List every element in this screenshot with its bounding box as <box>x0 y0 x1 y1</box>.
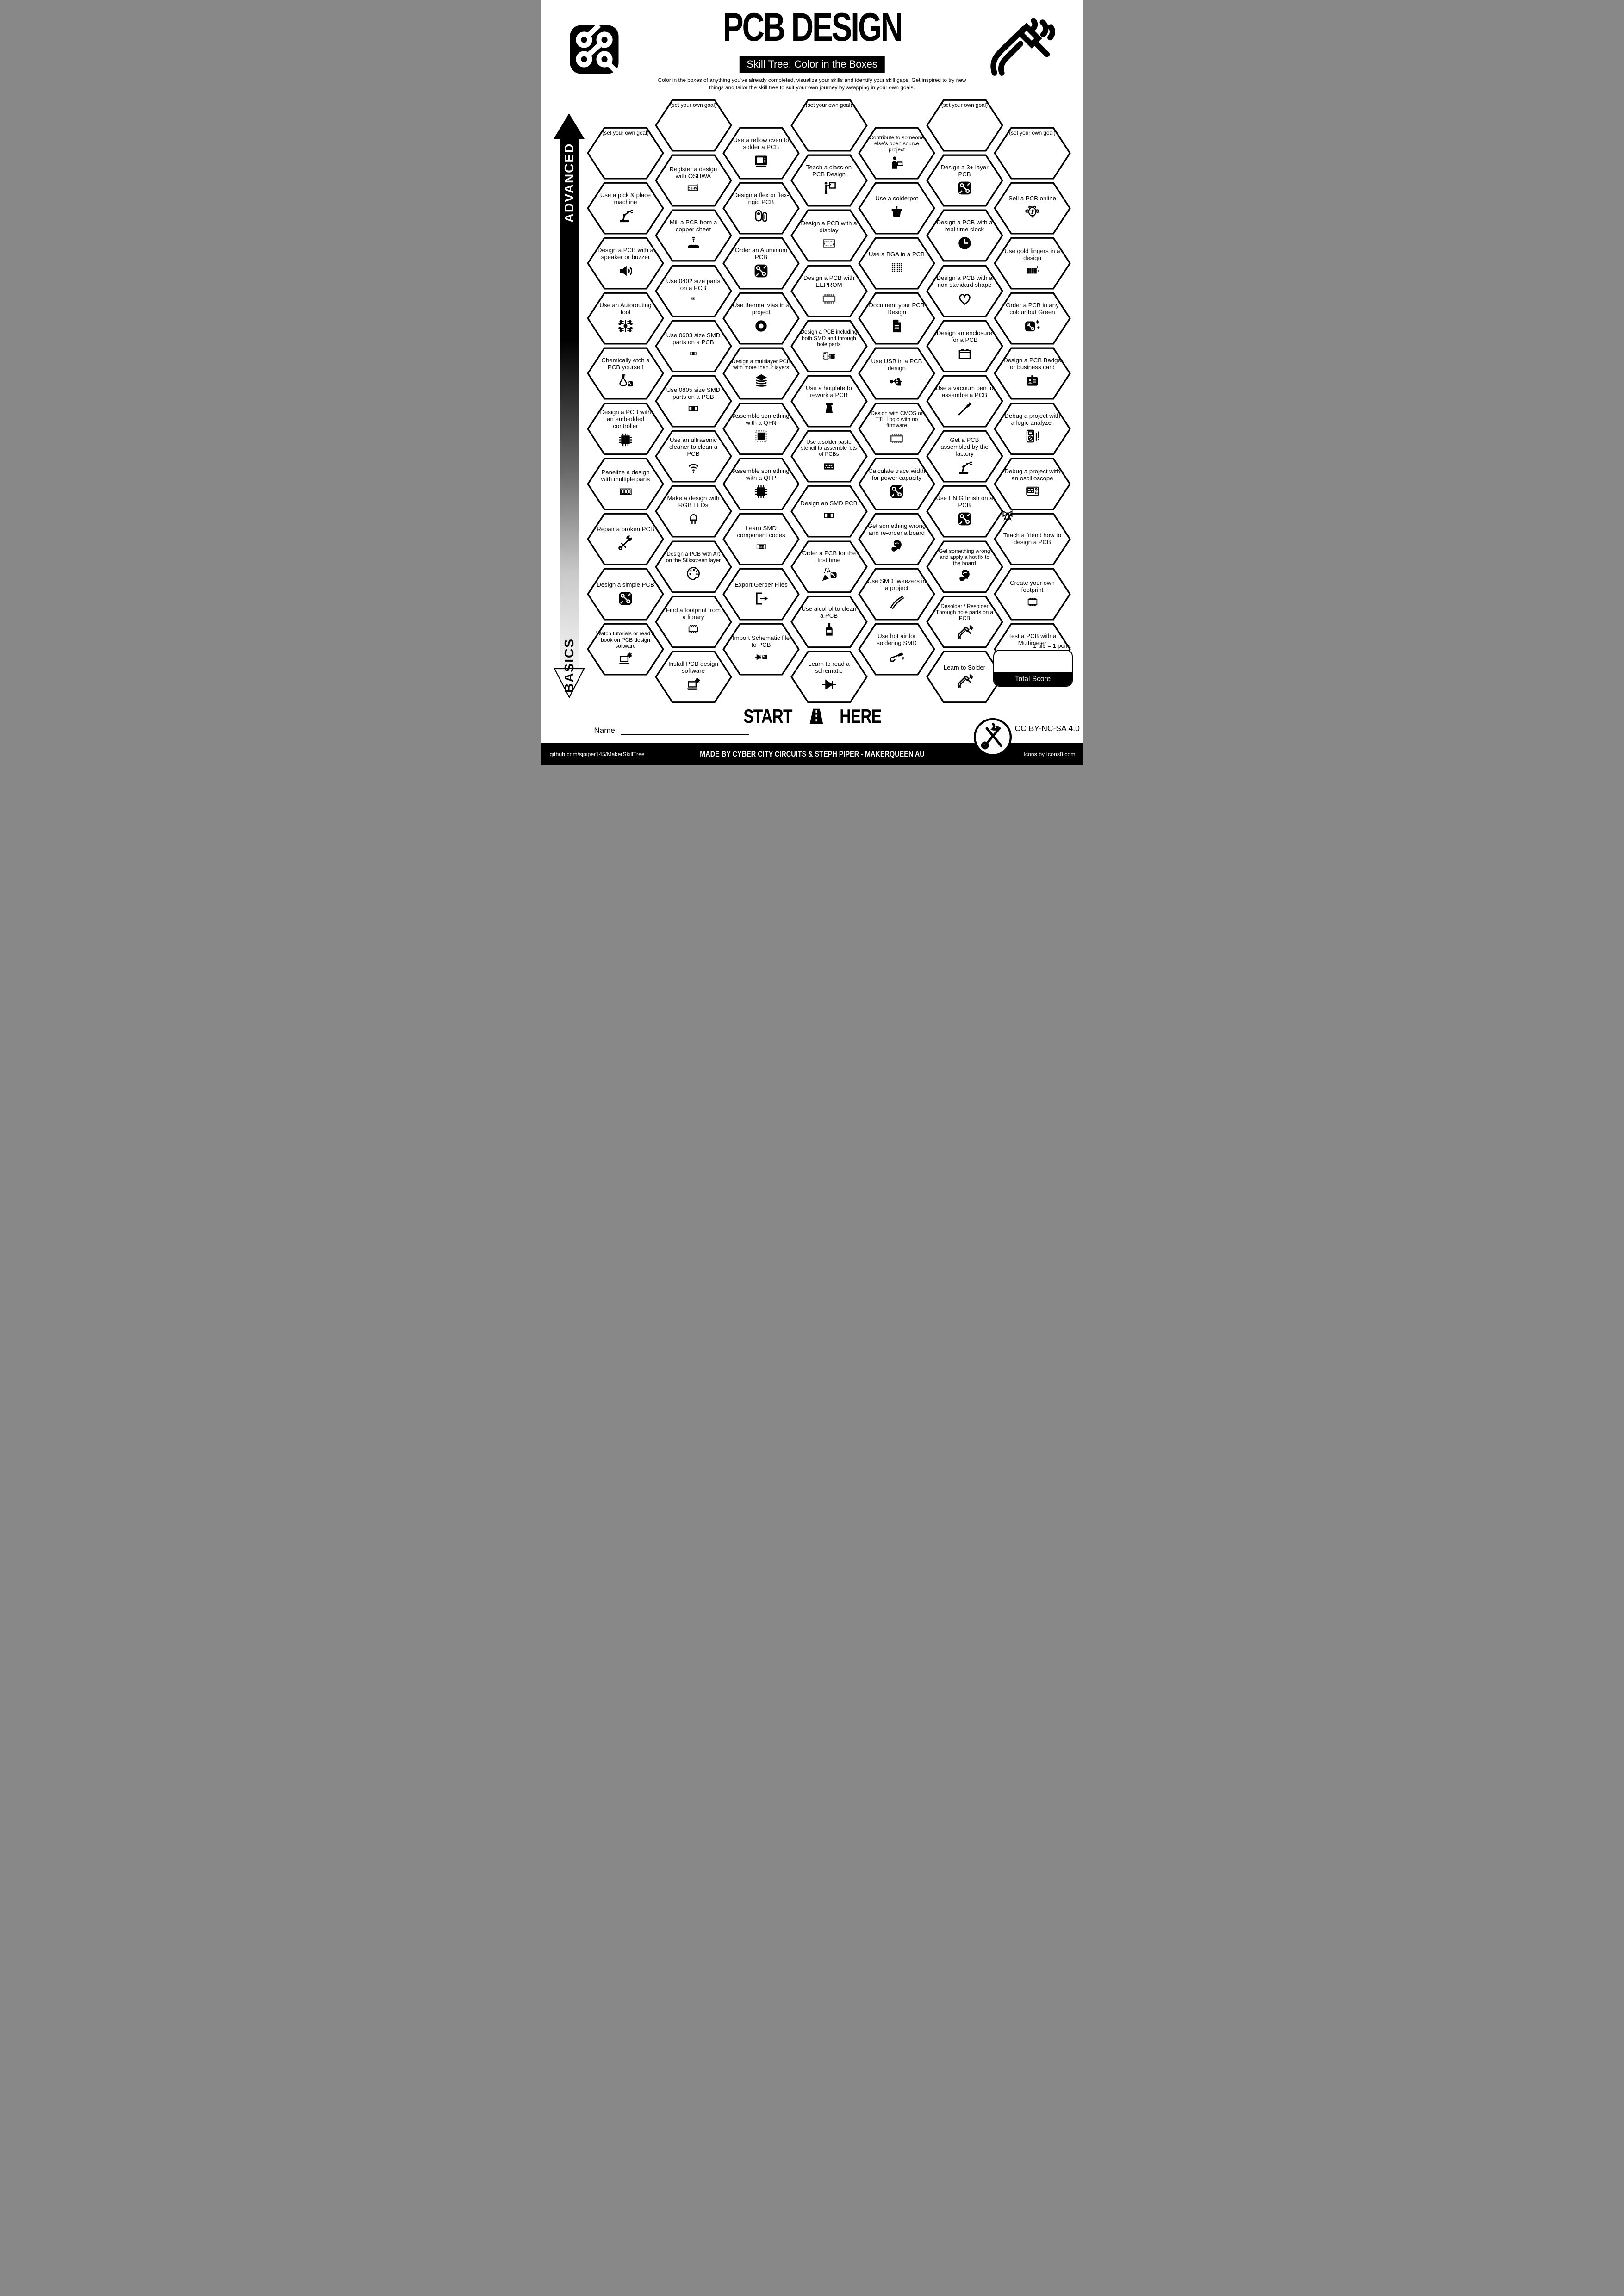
hex-label: Mill a PCB from a copper sheet <box>669 219 717 233</box>
gold-fingers-icon <box>1021 263 1044 278</box>
hex-order-a-pcb-for-the-first-time[interactable] <box>790 540 868 593</box>
smd-0402-icon <box>685 293 701 304</box>
flex-pcb-icon <box>753 207 770 224</box>
hex-label: Make a design with RGB LEDs <box>667 495 720 509</box>
hex-design-a-pcb-with-a-non-standard-shape[interactable] <box>926 265 1003 317</box>
hex-label: Order a PCB in any colour but Green <box>1006 302 1059 316</box>
vacuum-pen-icon <box>956 400 973 417</box>
description-text: Color in the boxes of anything you've already completed, visualize your skills and identify your skill gaps. Get inspired to try new things and tailor the skill tree to suit your own journey by swapping in your own goals. <box>658 77 966 91</box>
hex-label: (set your own goal) <box>602 129 649 136</box>
hex-label: Test a PCB with a Multimeter <box>1008 633 1057 647</box>
pcb-icon <box>617 590 634 607</box>
hex-design-with-cmos-or-ttl-logic-with-no-fi[interactable] <box>858 403 935 455</box>
led-icon <box>685 510 702 527</box>
hex-design-a-pcb-with-a-display[interactable] <box>790 209 868 262</box>
hex-label: Sell a PCB online <box>1008 195 1056 202</box>
hex-contribute-to-someone-else-s-open-source[interactable] <box>858 127 935 180</box>
hex-set-your-own-goal[interactable] <box>655 99 732 152</box>
basics-axis-label: BASICS <box>561 638 576 693</box>
flask-pcb-icon <box>617 372 634 390</box>
hex-label: Use a pick & place machine <box>600 191 651 205</box>
display-icon <box>818 236 840 251</box>
hex-design-a-simple-pcb[interactable] <box>587 568 664 621</box>
hex-use-gold-fingers-in-a-design[interactable] <box>994 237 1071 290</box>
hex-mill-a-pcb-from-a-copper-sheet[interactable] <box>655 209 732 262</box>
laptop-gear-icon <box>617 651 634 668</box>
robot-arm-icon <box>617 207 634 224</box>
hex-label: Use a hotplate to rework a PCB <box>806 385 852 398</box>
smd-code-icon <box>749 540 773 553</box>
hex-use-0805-size-smd-parts-on-a-pcb[interactable] <box>655 375 732 428</box>
hex-label: Chemically etch a PCB yourself <box>601 357 650 371</box>
hex-design-a-multilayer-pcb-with-more-than-2[interactable] <box>722 347 800 400</box>
hex-label: Learn SMD component codes <box>737 524 785 539</box>
hex-register-a-design-with-oshwa[interactable] <box>655 154 732 207</box>
hex-label: Order a PCB for the first time <box>802 550 856 564</box>
total-score-label: Total Score <box>994 672 1072 686</box>
hex-label: Install PCB design software <box>668 660 718 674</box>
hex-label: (set your own goal) <box>941 102 988 108</box>
enclosure-icon <box>956 345 973 362</box>
hex-label: Register a design with OSHWA <box>669 165 717 180</box>
tile-point-note: 1 tile = 1 point <box>1033 642 1071 649</box>
bga-icon <box>889 260 905 275</box>
hex-label: Get a PCB assembled by the factory <box>940 436 989 457</box>
soldering-iron-icon <box>956 672 973 689</box>
hex-label: Use a vacuum pen to assemble a PCB <box>935 385 994 398</box>
hex-label: Design a PCB with a speaker or buzzer <box>597 246 653 261</box>
oscilloscope-icon <box>1021 484 1044 499</box>
export-icon <box>753 590 770 607</box>
hex-use-0402-size-parts-on-a-pcb[interactable] <box>655 265 732 317</box>
hex-label: Use gold fingers in a design <box>1004 248 1060 262</box>
hex-use-a-bga-in-a-pcb[interactable] <box>858 237 935 290</box>
hot-air-icon <box>888 648 905 665</box>
hex-install-pcb-design-software[interactable] <box>655 651 732 703</box>
hex-label: (set your own goal) <box>1009 129 1056 136</box>
hex-label: Import Schematic file to PCB <box>732 634 790 648</box>
autoroute-icon <box>617 317 634 335</box>
hex-design-a-pcb-with-a-real-time-clock[interactable] <box>926 209 1003 262</box>
hex-label: Design a 3+ layer PCB <box>940 164 989 178</box>
advanced-axis-label: ADVANCED <box>561 143 576 223</box>
hex-label: Design a PCB with Art on the Silkscreen layer <box>666 551 721 564</box>
chip-icon <box>617 431 634 448</box>
tweezers-icon <box>888 593 905 610</box>
footer-icons-credit[interactable]: Icons by Icons8.com <box>1023 751 1076 757</box>
hex-chemically-etch-a-pcb-yourself[interactable] <box>587 347 664 400</box>
hex-label: Repair a broken PCB <box>597 526 654 533</box>
hex-label: Design an SMD PCB <box>800 500 858 507</box>
hex-use-a-pick-place-machine[interactable] <box>587 182 664 235</box>
hex-create-your-own-footprint[interactable] <box>994 568 1071 621</box>
hex-set-your-own-goal[interactable] <box>790 99 868 152</box>
hex-label: Design with CMOS or TTL Logic with no firmware <box>871 410 923 429</box>
hex-use-a-hotplate-to-rework-a-pcb[interactable] <box>790 375 868 428</box>
total-score-field[interactable] <box>994 651 1072 672</box>
footprint-icon <box>1022 595 1043 609</box>
hex-label: Use SMD tweezers in a project <box>867 577 926 592</box>
heart-icon <box>956 290 973 307</box>
hex-label: Contribute to someone else's open source project <box>869 134 924 153</box>
hex-label: Use a BGA in a PCB <box>869 250 925 258</box>
hex-use-an-autorouting-tool[interactable] <box>587 292 664 345</box>
svg-text:331: 331 <box>758 546 764 549</box>
hex-label: Use 0402 size parts on a PCB <box>666 278 721 292</box>
hex-design-a-pcb-with-art-on-the-silkscreen-[interactable] <box>655 540 732 593</box>
hex-make-a-design-with-rgb-leds[interactable] <box>655 485 732 538</box>
hex-label: Use alcohol to clean a PCB <box>801 605 857 619</box>
hex-design-a-pcb-badge-or-business-card[interactable] <box>994 347 1071 400</box>
hex-label: Get something wrong and re-order a board <box>867 522 926 536</box>
hex-label: Document your PCB Design <box>869 302 925 316</box>
multimeter-icon <box>1024 428 1041 445</box>
usb-icon <box>887 373 907 389</box>
hex-debug-a-project-with-a-logic-analyzer[interactable] <box>994 403 1071 455</box>
facepalm-icon <box>956 568 973 585</box>
hex-use-a-vacuum-pen-to-assemble-a-pcb[interactable] <box>926 375 1003 428</box>
hex-learn-to-read-a-schematic[interactable] <box>790 651 868 703</box>
clock-icon <box>956 235 973 252</box>
via-icon <box>753 317 770 335</box>
hex-set-your-own-goal[interactable] <box>587 127 664 180</box>
footprint-icon <box>683 622 704 636</box>
hex-label: Learn to Solder <box>943 664 986 671</box>
hex-label: Find a footprint from a library <box>666 607 721 621</box>
maker-tools-badge-icon <box>972 717 1013 757</box>
road-icon <box>805 706 828 727</box>
hex-get-something-wrong-and-apply-a-hot-fix-[interactable] <box>926 540 1003 593</box>
hex-teach-a-class-on-pcb-design[interactable] <box>790 154 868 207</box>
solderpot-icon <box>888 204 905 221</box>
hex-label: Calculate trace width for power capacity <box>868 467 925 481</box>
ic-outline-icon <box>888 430 905 447</box>
hex-design-a-pcb-with-an-embedded-controller[interactable] <box>587 403 664 455</box>
bow-icon <box>997 507 1018 525</box>
hex-label: Teach a friend how to design a PCB <box>1003 531 1062 546</box>
speaker-icon <box>617 262 634 279</box>
hex-sell-a-pcb-online[interactable] <box>994 182 1071 235</box>
hex-design-an-enclosure-for-a-pcb[interactable] <box>926 320 1003 372</box>
hex-debug-a-project-with-an-oscilloscope[interactable] <box>994 458 1071 510</box>
hex-label: Design an enclosure for a PCB <box>936 329 993 343</box>
hex-label: Use 0603 size SMD parts on a PCB <box>666 332 721 346</box>
hex-label: Design a PCB with EEPROM <box>803 274 854 288</box>
pcb-icon <box>956 510 973 527</box>
hex-order-an-aluminum-pcb[interactable] <box>722 237 800 290</box>
panel-icon <box>613 484 638 498</box>
hex-panelize-a-design-with-multiple-parts[interactable] <box>587 458 664 510</box>
hex-label: Desolder / Resolder Through hole parts on a PCB <box>935 603 994 622</box>
hex-label: Learn to read a schematic <box>808 660 850 674</box>
hex-export-gerber-files[interactable] <box>722 568 800 621</box>
hex-label: Use an ultrasonic cleaner to clean a PCB <box>669 436 718 457</box>
ic-outline-icon <box>821 290 838 307</box>
smd-0805-icon <box>683 402 703 416</box>
hex-label: Teach a class on PCB Design <box>806 164 852 178</box>
start-label: START <box>743 705 792 727</box>
facepalm-icon <box>888 538 905 555</box>
two-chips-icon <box>817 349 840 363</box>
hotplate-icon <box>821 400 838 417</box>
hex-label: Design a simple PCB <box>597 581 654 588</box>
mill-icon <box>685 235 702 252</box>
person-laptop-icon <box>888 154 905 171</box>
hex-label: Design a multilayer PCB with more than 2 layers <box>732 358 790 371</box>
hex-label: Order an Aluminum PCB <box>734 246 788 261</box>
hex-use-smd-tweezers-in-a-project[interactable] <box>858 568 935 621</box>
hex-label: Use a solder paste stencil to assemble lots of PCBs <box>801 439 857 458</box>
license-text: CC BY-NC-SA 4.0 <box>1014 724 1080 733</box>
hex-label: Create your own footprint <box>1010 579 1055 593</box>
hex-label: Design a PCB with a non standard shape <box>936 274 993 288</box>
dog-icon <box>1024 204 1041 221</box>
hex-label: Use hot air for soldering SMD <box>877 633 917 647</box>
hex-use-hot-air-for-soldering-smd[interactable] <box>858 623 935 676</box>
hex-use-a-solderpot[interactable] <box>858 182 935 235</box>
hex-label: Use a reflow oven to solder a PCB <box>733 136 789 150</box>
footer-github-link[interactable]: github.com/sjpiper145/MakerSkillTree <box>549 751 645 757</box>
soldering-iron-icon <box>956 623 973 640</box>
tools-icon <box>617 534 634 552</box>
smd-0805-icon <box>819 509 839 522</box>
hex-find-a-footprint-from-a-library[interactable] <box>655 596 732 648</box>
hex-use-a-solder-paste-stencil-to-assemble-l[interactable] <box>790 430 868 483</box>
hex-set-your-own-goal[interactable] <box>926 99 1003 152</box>
hex-calculate-trace-width-for-power-capacity[interactable] <box>858 458 935 510</box>
hex-design-a-3-layer-pcb[interactable] <box>926 154 1003 207</box>
hex-get-something-wrong-and-re-order-a-board[interactable] <box>858 513 935 565</box>
hex-learn-smd-component-codes[interactable] <box>722 513 800 565</box>
oshw-icon <box>681 181 706 195</box>
hex-label: Design a PCB Badge or business card <box>1003 357 1061 371</box>
smd-0603-icon <box>684 348 703 360</box>
hex-repair-a-broken-pcb[interactable] <box>587 513 664 565</box>
hex-teach-a-friend-how-to-design-a-pcb[interactable] <box>994 513 1071 565</box>
hex-label: Assemble something with a QFP <box>733 467 790 481</box>
presenter-icon <box>821 180 838 197</box>
hex-design-a-pcb-with-a-speaker-or-buzzer[interactable] <box>587 237 664 290</box>
hex-label: Debug a project with a logic analyzer <box>1004 412 1060 426</box>
page-title: PCB DESIGN <box>722 5 902 50</box>
hex-label: Use 0805 size SMD parts on a PCB <box>666 386 721 400</box>
stencil-icon <box>818 459 840 474</box>
footer-credit: MADE BY CYBER CITY CIRCUITS & STEPH PIPER - MAKERQUEEN AU <box>699 750 925 758</box>
name-input-line[interactable] <box>621 726 749 735</box>
bottle-icon <box>821 621 838 638</box>
ultrasonic-icon <box>685 459 702 476</box>
hex-desolder-resolder-through-hole-parts-on-[interactable] <box>926 596 1003 648</box>
hex-design-an-smd-pcb[interactable] <box>790 485 868 538</box>
hex-assemble-something-with-a-qfp[interactable] <box>722 458 800 510</box>
hex-design-a-flex-or-flex-rigid-pcb[interactable] <box>722 182 800 235</box>
palette-icon <box>685 565 702 582</box>
document-icon <box>888 317 905 335</box>
hex-label: Design a PCB with a real time clock <box>936 219 993 233</box>
pcb-icon <box>956 180 973 197</box>
hex-use-enig-finish-on-a-pcb[interactable] <box>926 485 1003 538</box>
hex-label: Panelize a design with multiple parts <box>601 469 650 483</box>
hex-document-your-pcb-design[interactable] <box>858 292 935 345</box>
chip-icon <box>753 483 770 500</box>
total-score-box <box>993 650 1073 687</box>
id-badge-icon <box>1024 372 1041 390</box>
hex-use-an-ultrasonic-cleaner-to-clean-a-pcb[interactable] <box>655 430 732 483</box>
hex-import-schematic-file-to-pcb[interactable] <box>722 623 800 676</box>
hex-label: Assemble something with a QFN <box>733 412 790 426</box>
svg-text:OSHW: OSHW <box>687 186 698 191</box>
hex-get-a-pcb-assembled-by-the-factory[interactable] <box>926 430 1003 483</box>
hex-label: Use an Autorouting tool <box>599 302 652 316</box>
reflow-oven-icon <box>753 152 770 169</box>
hex-label: Design a PCB with an embedded controller <box>600 409 651 429</box>
qfn-icon <box>753 428 770 445</box>
hex-label: Get something wrong and apply a hot fix to the board <box>939 548 990 567</box>
laptop-gear-icon <box>685 676 702 693</box>
name-label: Name: <box>594 726 617 735</box>
subtitle-banner: Skill Tree: Color in the Boxes <box>739 56 884 73</box>
pcb-icon <box>888 483 905 500</box>
hex-label: Use thermal vias in a project <box>732 302 790 316</box>
hex-label: Use a solderpot <box>875 195 918 202</box>
hex-design-a-pcb-with-eeprom[interactable] <box>790 265 868 317</box>
hex-watch-tutorials-or-read-a-book-on-pcb-de[interactable] <box>587 623 664 676</box>
pcb-skill-tree-poster <box>541 0 1083 765</box>
hex-label: Use USB in a PCB design <box>871 357 922 372</box>
hex-order-a-pcb-in-any-colour-but-green[interactable] <box>994 292 1071 345</box>
pcb-icon <box>753 262 770 279</box>
hex-design-a-pcb-including-both-smd-and-thro[interactable] <box>790 320 868 372</box>
party-pcb-icon <box>819 565 839 583</box>
hex-learn-to-solder[interactable] <box>926 651 1003 703</box>
hex-use-thermal-vias-in-a-project[interactable] <box>722 292 800 345</box>
hex-use-a-reflow-oven-to-solder-a-pcb[interactable] <box>722 127 800 180</box>
hex-label: Use ENIG finish on a PCB <box>936 495 993 509</box>
hex-label: Design a PCB including both SMD and through hole parts <box>800 329 858 348</box>
pcb-sparkle-icon <box>1024 317 1041 335</box>
hex-use-usb-in-a-pcb-design[interactable] <box>858 347 935 400</box>
hex-label: Watch tutorials or read a book on PCB design software <box>596 631 655 649</box>
diode-icon <box>821 676 838 693</box>
hex-label: Export Gerber Files <box>734 581 788 588</box>
hex-label: Design a flex or flex-rigid PCB <box>733 191 789 205</box>
layers-icon <box>752 372 771 389</box>
hex-label: (set your own goal) <box>805 102 852 108</box>
diode-pcb-icon <box>750 650 772 664</box>
hex-label: (set your own goal) <box>670 102 717 108</box>
hex-use-0603-size-smd-parts-on-a-pcb[interactable] <box>655 320 732 372</box>
hex-assemble-something-with-a-qfn[interactable] <box>722 403 800 455</box>
hex-use-alcohol-to-clean-a-pcb[interactable] <box>790 596 868 648</box>
hex-label: Debug a project with an oscilloscope <box>1004 468 1060 482</box>
robot-arm-icon <box>956 459 973 476</box>
here-label: HERE <box>840 705 882 727</box>
hex-set-your-own-goal[interactable] <box>994 127 1071 180</box>
hex-label: Design a PCB with a display <box>801 219 857 234</box>
